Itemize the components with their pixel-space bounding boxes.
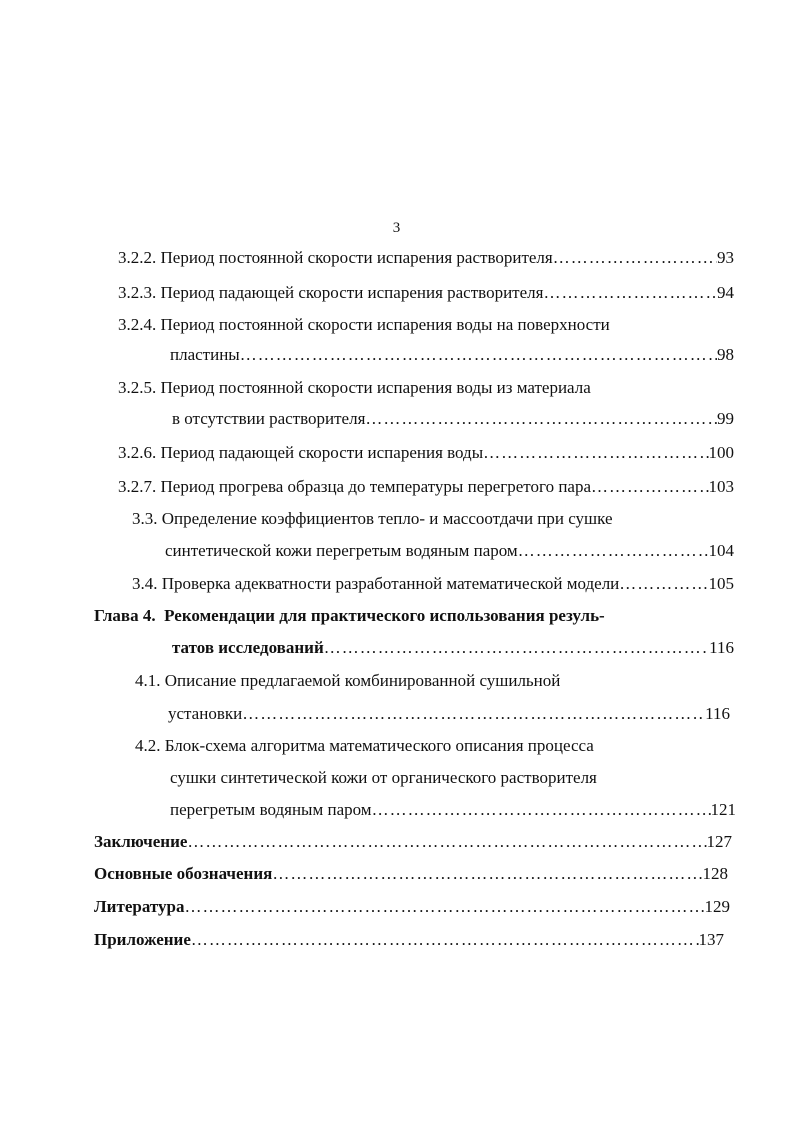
dot-leader — [184, 896, 704, 918]
toc-title-cont: установки — [168, 704, 243, 723]
toc-page: 116 — [705, 704, 730, 723]
toc-entry-3-3-cont — [165, 540, 734, 562]
toc-title: Основные обозначения — [94, 864, 273, 883]
toc-chapter-4-cont — [172, 637, 734, 659]
toc-title: Период постоянной скорости испарения воды на поверхности — [160, 315, 610, 334]
toc-entry-4-1 — [135, 670, 560, 692]
dot-leader — [272, 863, 702, 885]
dot-leader — [518, 540, 709, 562]
toc-entry-4-2-line2 — [170, 767, 597, 789]
toc-title-cont: синтетической кожи перегретым водяным паром — [165, 541, 518, 560]
toc-page: 128 — [702, 864, 728, 883]
toc-title: Период прогрева образца до температуры перегретого пара — [160, 477, 592, 496]
toc-number: 3.2.6. — [118, 443, 157, 462]
toc-entry-4-2 — [135, 735, 594, 757]
toc-notation — [94, 863, 728, 885]
toc-title-cont: пластины — [170, 345, 240, 364]
toc-title: Приложение — [94, 930, 191, 949]
toc-entry-3-2-7 — [118, 476, 734, 498]
toc-number: 3.2.7. — [118, 477, 157, 496]
toc-entry-4-1-cont — [168, 703, 730, 725]
toc-page: 121 — [710, 800, 736, 819]
toc-page: 99 — [717, 409, 734, 428]
toc-page: 127 — [706, 832, 732, 851]
toc-title: Описание предлагаемой комбинированной сушильной — [164, 671, 561, 690]
toc-title-cont: в отсутствии растворителя — [172, 409, 366, 428]
dot-leader — [187, 831, 706, 853]
dot-leader — [191, 929, 699, 951]
dot-leader — [591, 476, 708, 498]
toc-page: 93 — [717, 248, 734, 267]
chapter-title-cont: татов исследований — [172, 638, 324, 657]
toc-entry-3-2-4-cont — [170, 344, 734, 366]
toc-entry-4-2-cont — [170, 799, 736, 821]
toc-number: 3.2.3. — [118, 283, 157, 302]
toc-entry-3-2-2 — [118, 247, 734, 269]
toc-entry-3-2-4 — [118, 314, 610, 336]
toc-entry-3-3 — [132, 508, 613, 530]
toc-entry-3-4 — [132, 573, 734, 595]
toc-page: 105 — [708, 574, 734, 593]
toc-title: Период постоянной скорости испарения воды из материала — [160, 378, 591, 397]
toc-entry-3-2-6 — [118, 442, 734, 464]
toc-title: Заключение — [94, 832, 188, 851]
toc-title: Блок-схема алгоритма математического описания процесса — [164, 736, 594, 755]
toc-title-cont: перегретым водяным паром — [170, 800, 372, 819]
toc-page: 94 — [717, 283, 734, 302]
chapter-number: Глава 4. — [94, 606, 156, 625]
toc-number: 3.2.5. — [118, 378, 157, 397]
dot-leader — [240, 344, 717, 366]
toc-appendix — [94, 929, 724, 951]
page-number: 3 — [392, 220, 401, 236]
toc-title: Период падающей скорости испарения растворителя — [160, 283, 544, 302]
dot-leader — [324, 637, 709, 659]
toc-page: 98 — [717, 345, 734, 364]
toc-number: 3.2.2. — [118, 248, 157, 267]
toc-entry-3-2-5 — [118, 377, 591, 399]
toc-page: 103 — [708, 477, 734, 496]
toc-literature — [94, 896, 730, 918]
toc-number: 3.4. — [132, 574, 158, 593]
dot-leader — [553, 247, 717, 269]
toc-page: 104 — [708, 541, 734, 560]
dot-leader — [483, 442, 708, 464]
toc-conclusion — [94, 831, 732, 853]
toc-title: Период постоянной скорости испарения растворителя — [160, 248, 553, 267]
toc-title: Период падающей скорости испарения воды — [160, 443, 484, 462]
toc-number: 3.3. — [132, 509, 158, 528]
toc-chapter-4 — [94, 605, 605, 627]
toc-page: 100 — [708, 443, 734, 462]
toc-page: 129 — [704, 897, 730, 916]
toc-number: 3.2.4. — [118, 315, 157, 334]
dot-leader — [242, 703, 705, 725]
dot-leader — [619, 573, 708, 595]
toc-page: 116 — [709, 638, 734, 657]
toc-number: 4.1. — [135, 671, 161, 690]
toc-title: Проверка адекватности разработанной математической модели — [161, 574, 620, 593]
toc-entry-3-2-5-cont — [172, 408, 734, 430]
toc-page: 137 — [698, 930, 724, 949]
toc-number: 4.2. — [135, 736, 161, 755]
toc-title: Литература — [94, 897, 185, 916]
toc-title: Определение коэффициентов тепло- и массоотдачи при сушке — [161, 509, 613, 528]
dot-leader — [372, 799, 711, 821]
chapter-title: Рекомендации для практического использования резуль- — [164, 606, 605, 625]
toc-title-cont: сушки синтетической кожи от органического растворителя — [170, 768, 597, 787]
dot-leader — [365, 408, 717, 430]
toc-entry-3-2-3 — [118, 282, 734, 304]
dot-leader — [543, 282, 717, 304]
